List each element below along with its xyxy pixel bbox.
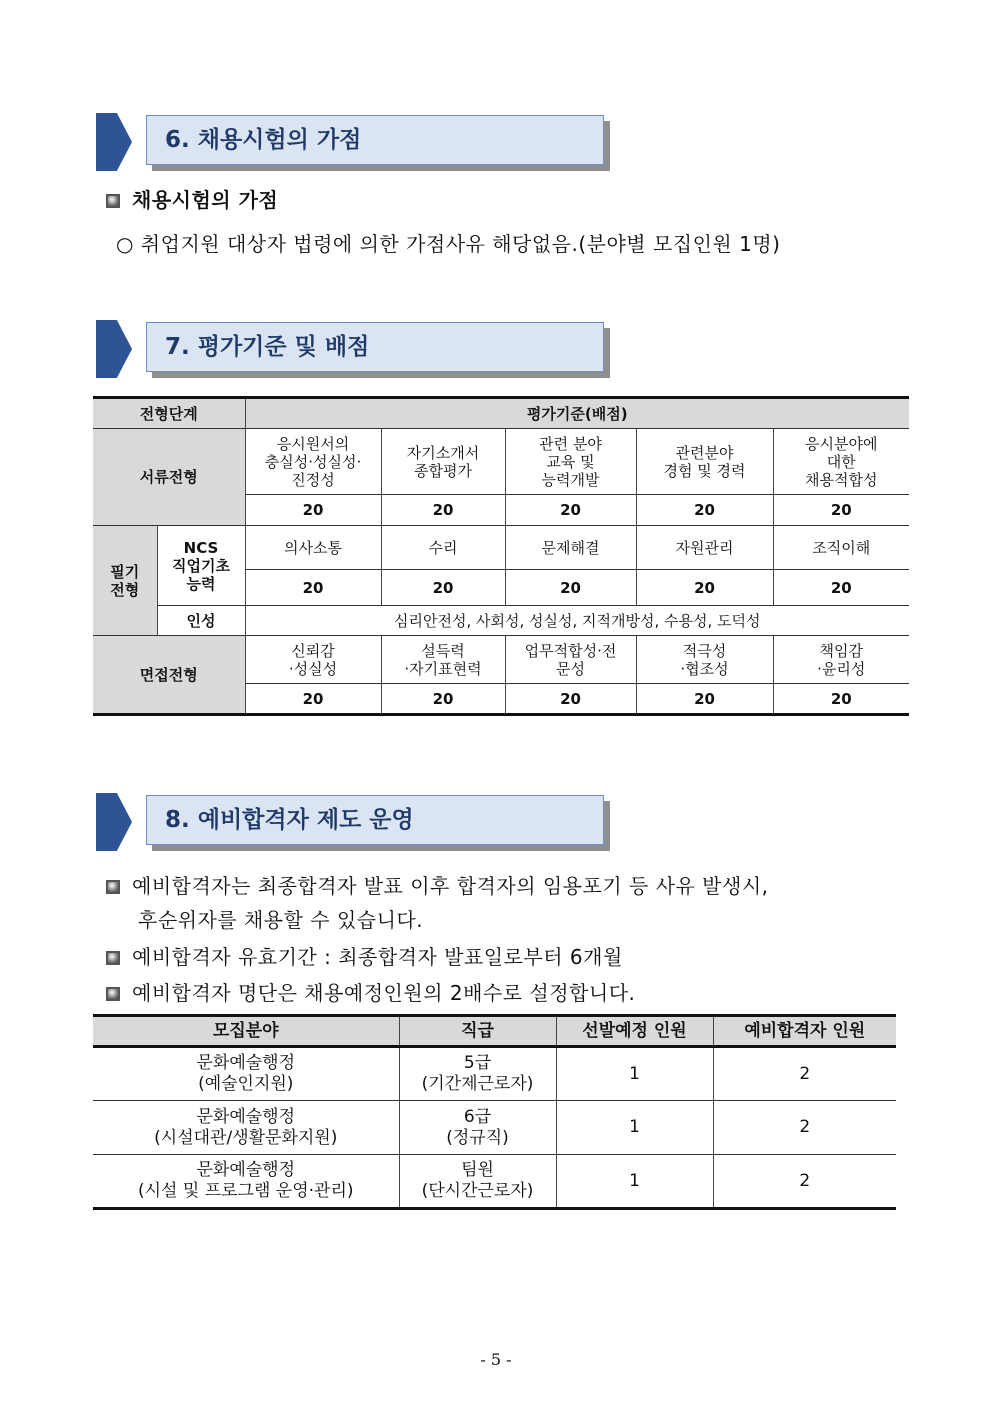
table-row	[93, 1101, 896, 1155]
ncs-criterion: 조직이해	[773, 526, 909, 570]
row-reserve: 2	[713, 1047, 896, 1101]
table-row	[93, 1047, 896, 1101]
doc-criterion: 관련 분야 교육 및 능력개발	[505, 429, 636, 495]
row-field: 문화예술행정 (시설 및 프로그램 운영·관리)	[93, 1155, 399, 1209]
section8-header	[96, 793, 616, 853]
section-title-box	[146, 795, 604, 845]
section6-title: 6. 채용시험의 가점	[165, 127, 362, 153]
row-rank: 팀원 (단시간근로자)	[399, 1155, 556, 1209]
interview-criterion: 업무적합성·전 문성	[505, 636, 636, 684]
section-title-box	[146, 115, 604, 165]
row-rank: 6급 (정규직)	[399, 1101, 556, 1155]
doc-score: 20	[636, 495, 773, 526]
interview-score: 20	[245, 684, 381, 715]
section8-bullet	[106, 941, 623, 970]
ncs-criterion: 의사소통	[245, 526, 381, 570]
header-field: 모집분야	[93, 1016, 399, 1047]
section-arrow-icon	[96, 793, 132, 851]
section6-item: ○ 취업지원 대상자 법령에 의한 가점사유 해당없음.(분야별 모집인원 1명)	[116, 232, 781, 256]
row-field: 문화예술행정 (시설대관/생활문화지원)	[93, 1101, 399, 1155]
header-rank: 직급	[399, 1016, 556, 1047]
doc-criterion: 자기소개서 종합평가	[381, 429, 505, 495]
ncs-criterion: 수리	[381, 526, 505, 570]
ncs-score: 20	[245, 570, 381, 606]
interview-score: 20	[505, 684, 636, 715]
section8-bullet	[106, 977, 635, 1006]
personality-label: 인성	[157, 606, 245, 636]
interview-score: 20	[636, 684, 773, 715]
personality-text: 심리안전성, 사회성, 성실성, 지적개방성, 수용성, 도덕성	[245, 606, 909, 636]
interview-criterion: 신뢰감 ·성실성	[245, 636, 381, 684]
page-number: - 5 -	[480, 1350, 512, 1369]
section7-header	[96, 320, 616, 380]
row-planned: 1	[556, 1101, 713, 1155]
interview-score: 20	[381, 684, 505, 715]
doc-score: 20	[773, 495, 909, 526]
header-planned: 선발예정 인원	[556, 1016, 713, 1047]
square-bullet-icon	[106, 880, 120, 894]
ncs-label: NCS 직업기초 능력	[157, 526, 245, 606]
doc-criterion: 응시원서의 충실성·성실성· 진정성	[245, 429, 381, 495]
doc-score: 20	[381, 495, 505, 526]
section8-bullet-continuation: 후순위자를 채용할 수 있습니다.	[138, 908, 424, 932]
reserve-table	[93, 1014, 896, 1210]
bullet-text: 예비합격자 명단은 채용예정인원의 2배수로 설정합니다.	[132, 981, 636, 1005]
header-stage: 전형단계	[93, 398, 245, 429]
ncs-score: 20	[636, 570, 773, 606]
ncs-criterion: 문제해결	[505, 526, 636, 570]
written-stage: 필기 전형	[93, 526, 157, 636]
section6-subhead-line	[106, 184, 278, 213]
row-rank: 5급 (기간제근로자)	[399, 1047, 556, 1101]
ncs-criterion: 자원관리	[636, 526, 773, 570]
header-criteria: 평가기준(배점)	[245, 398, 909, 429]
row-reserve: 2	[713, 1101, 896, 1155]
section6-header	[96, 113, 616, 173]
interview-criterion: 책임감 ·윤리성	[773, 636, 909, 684]
bullet-text: 예비합격자는 최종합격자 발표 이후 합격자의 임용포기 등 사유 발생시,	[132, 874, 769, 898]
evaluation-table	[93, 396, 909, 716]
interview-stage: 면접전형	[93, 636, 245, 715]
section-arrow-icon	[96, 113, 132, 171]
section-arrow-icon	[96, 320, 132, 378]
ncs-score: 20	[505, 570, 636, 606]
doc-criterion: 응시분야에 대한 채용적합성	[773, 429, 909, 495]
row-field: 문화예술행정 (예술인지원)	[93, 1047, 399, 1101]
doc-stage: 서류전형	[93, 429, 245, 526]
row-planned: 1	[556, 1155, 713, 1209]
section6-subhead: 채용시험의 가점	[132, 188, 279, 212]
square-bullet-icon	[106, 987, 120, 1001]
row-reserve: 2	[713, 1155, 896, 1209]
square-bullet-icon	[106, 951, 120, 965]
square-bullet-icon	[106, 194, 120, 208]
doc-score: 20	[245, 495, 381, 526]
section8-bullet	[106, 870, 769, 899]
bullet-text: 예비합격자 유효기간 : 최종합격자 발표일로부터 6개월	[132, 945, 623, 969]
ncs-score: 20	[773, 570, 909, 606]
interview-criterion: 적극성 ·협조성	[636, 636, 773, 684]
ncs-score: 20	[381, 570, 505, 606]
doc-score: 20	[505, 495, 636, 526]
table-row	[93, 1155, 896, 1209]
section8-title: 8. 예비합격자 제도 운영	[165, 807, 414, 833]
section-title-box	[146, 322, 604, 372]
section7-title: 7. 평가기준 및 배점	[165, 334, 370, 360]
row-planned: 1	[556, 1047, 713, 1101]
interview-score: 20	[773, 684, 909, 715]
header-reserve: 예비합격자 인원	[713, 1016, 896, 1047]
doc-criterion: 관련분야 경험 및 경력	[636, 429, 773, 495]
interview-criterion: 설득력 ·자기표현력	[381, 636, 505, 684]
